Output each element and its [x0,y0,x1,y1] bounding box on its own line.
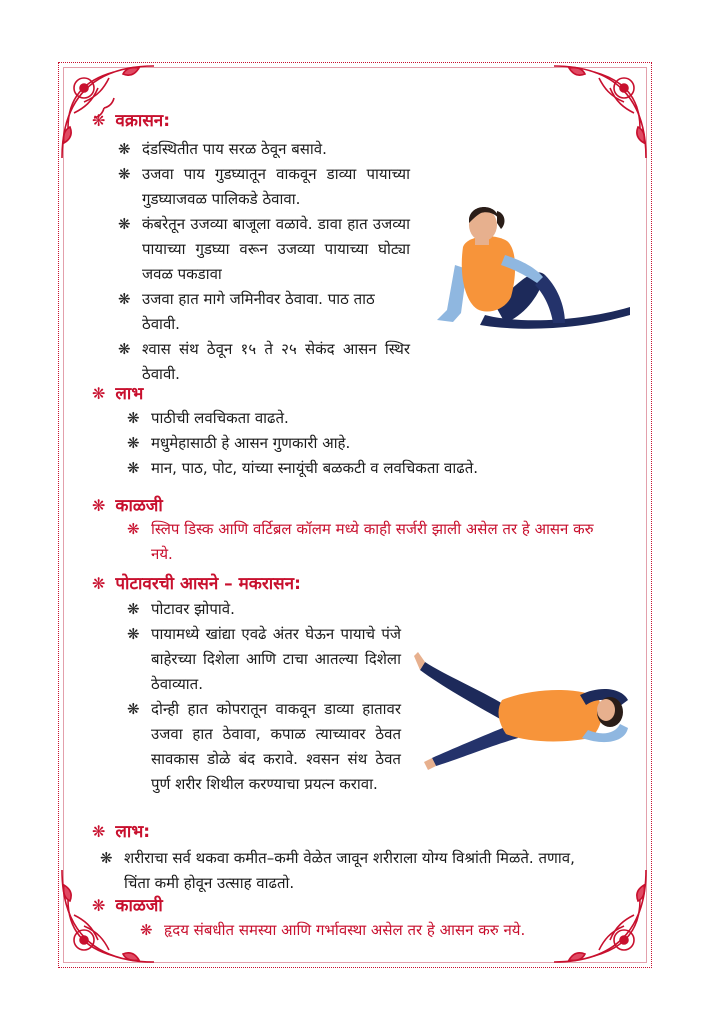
list-item [127,456,601,481]
item-text: मान, पाठ, पोट, यांच्या स्नायूंची बळकटी व लवचिकता वाढते. [151,459,479,477]
item-text: पोटावर झोपावे. [151,600,235,618]
bullet-icon: ❋ [127,409,140,427]
list-item [127,517,601,567]
heading-text: काळजी [115,896,163,916]
bullet-icon: ❋ [127,520,140,538]
bullet-icon: ❋ [118,290,131,308]
item-text: उजवा पाय गुडघ्यातून वाकवून डाव्या पायाच्या गुडघ्याजवळ पालिकडे ठेवावा. [142,165,410,208]
corner-ornament [544,58,654,168]
item-text: श्वास संथ ठेवून १५ ते २५ सेकंद आसन स्थिर ठेवावी. [142,340,410,383]
bullet-icon: ❋ [100,849,113,867]
makarasan-pose-illustration [410,650,635,772]
list-item [118,287,410,337]
bullet-icon: ❋ [140,921,153,939]
section-heading-kalji [92,893,163,916]
heading-text: काळजी [115,496,163,516]
bullet-icon: ❋ [127,625,140,643]
bullet-icon: ❋ [92,822,106,841]
heading-text: लाभ [115,384,144,404]
item-text: शरीराचा सर्व थकवा कमीत–कमी वेळेत जावून शरीराला योग्य विश्रांती मिळते. तणाव, चिंता कमी होवून उत्साह वाढतो. [124,849,575,892]
item-text: कंबरेतून उजव्या बाजूला वळावे. डावा हात उजव्या पायाच्या गुडघ्या वरून उजव्या पायाच्या घोट्या जवळ पकडावा [142,215,410,283]
list-item [127,431,571,456]
list-item [127,597,411,622]
bullet-icon: ❋ [127,459,140,477]
section-heading-vakrasan [92,108,170,131]
list-item [118,137,412,162]
bullet-icon: ❋ [92,111,106,130]
bullet-icon: ❋ [118,165,131,183]
list-item [118,212,410,287]
item-text: हृदय संबधीत समस्या आणि गर्भावस्था असेल तर हे आसन करु नये. [164,921,526,939]
section-heading-makarasan [92,571,301,594]
list-item [140,918,604,943]
item-text: पायामध्ये खांद्या एवढे अंतर घेऊन पायाचे पंजे बाहेरच्या दिशेला आणि टाचा आतल्या दिशेला ठेवाव्यात. [151,625,401,693]
bullet-icon: ❋ [127,700,140,718]
section-heading-labh [92,381,143,404]
vakrasan-pose-illustration [425,205,635,330]
heading-text: वक्रासन: [115,111,171,131]
list-item [127,406,571,431]
bullet-icon: ❋ [118,140,131,158]
bullet-icon: ❋ [127,434,140,452]
item-text: पाठीची लवचिकता वाढते. [151,409,289,427]
item-text: दंडस्थितीत पाय सरळ ठेवून बसावे. [142,140,327,158]
bullet-icon: ❋ [92,384,106,403]
bullet-icon: ❋ [92,574,106,593]
item-text: उजवा हात मागे जमिनीवर ठेवावा. पाठ ताठ ठेवावी. [142,290,375,333]
section-heading-labh [92,819,150,842]
bullet-icon: ❋ [127,600,140,618]
list-item [127,697,401,797]
list-item [118,162,410,212]
item-text: दोन्ही हात कोपरातून वाकवून डाव्या हातावर उजवा हात ठेवावा, कपाळ त्याच्यावर ठेवत सावकास डोळे बंद करावे. श्वसन संथ ठेवत पुर्ण शरीर शिथील करण्याचा प्रयत्न करावा. [151,700,401,793]
bullet-icon: ❋ [92,496,106,515]
bullet-icon: ❋ [118,215,131,233]
item-text: स्लिप डिस्क आणि वर्टिब्रल कॉलम मध्ये काही सर्जरी झाली असेल तर हे आसन करु नये. [151,520,594,563]
bullet-icon: ❋ [92,896,106,915]
list-item [100,846,604,896]
section-heading-kalji [92,493,163,516]
bullet-icon: ❋ [118,340,131,358]
list-item [118,337,410,387]
heading-text: पोटावरची आसने – मकरासन: [115,574,301,594]
list-item [127,622,401,697]
heading-text: लाभ: [115,822,151,842]
item-text: मधुमेहासाठी हे आसन गुणकारी आहे. [151,434,351,452]
